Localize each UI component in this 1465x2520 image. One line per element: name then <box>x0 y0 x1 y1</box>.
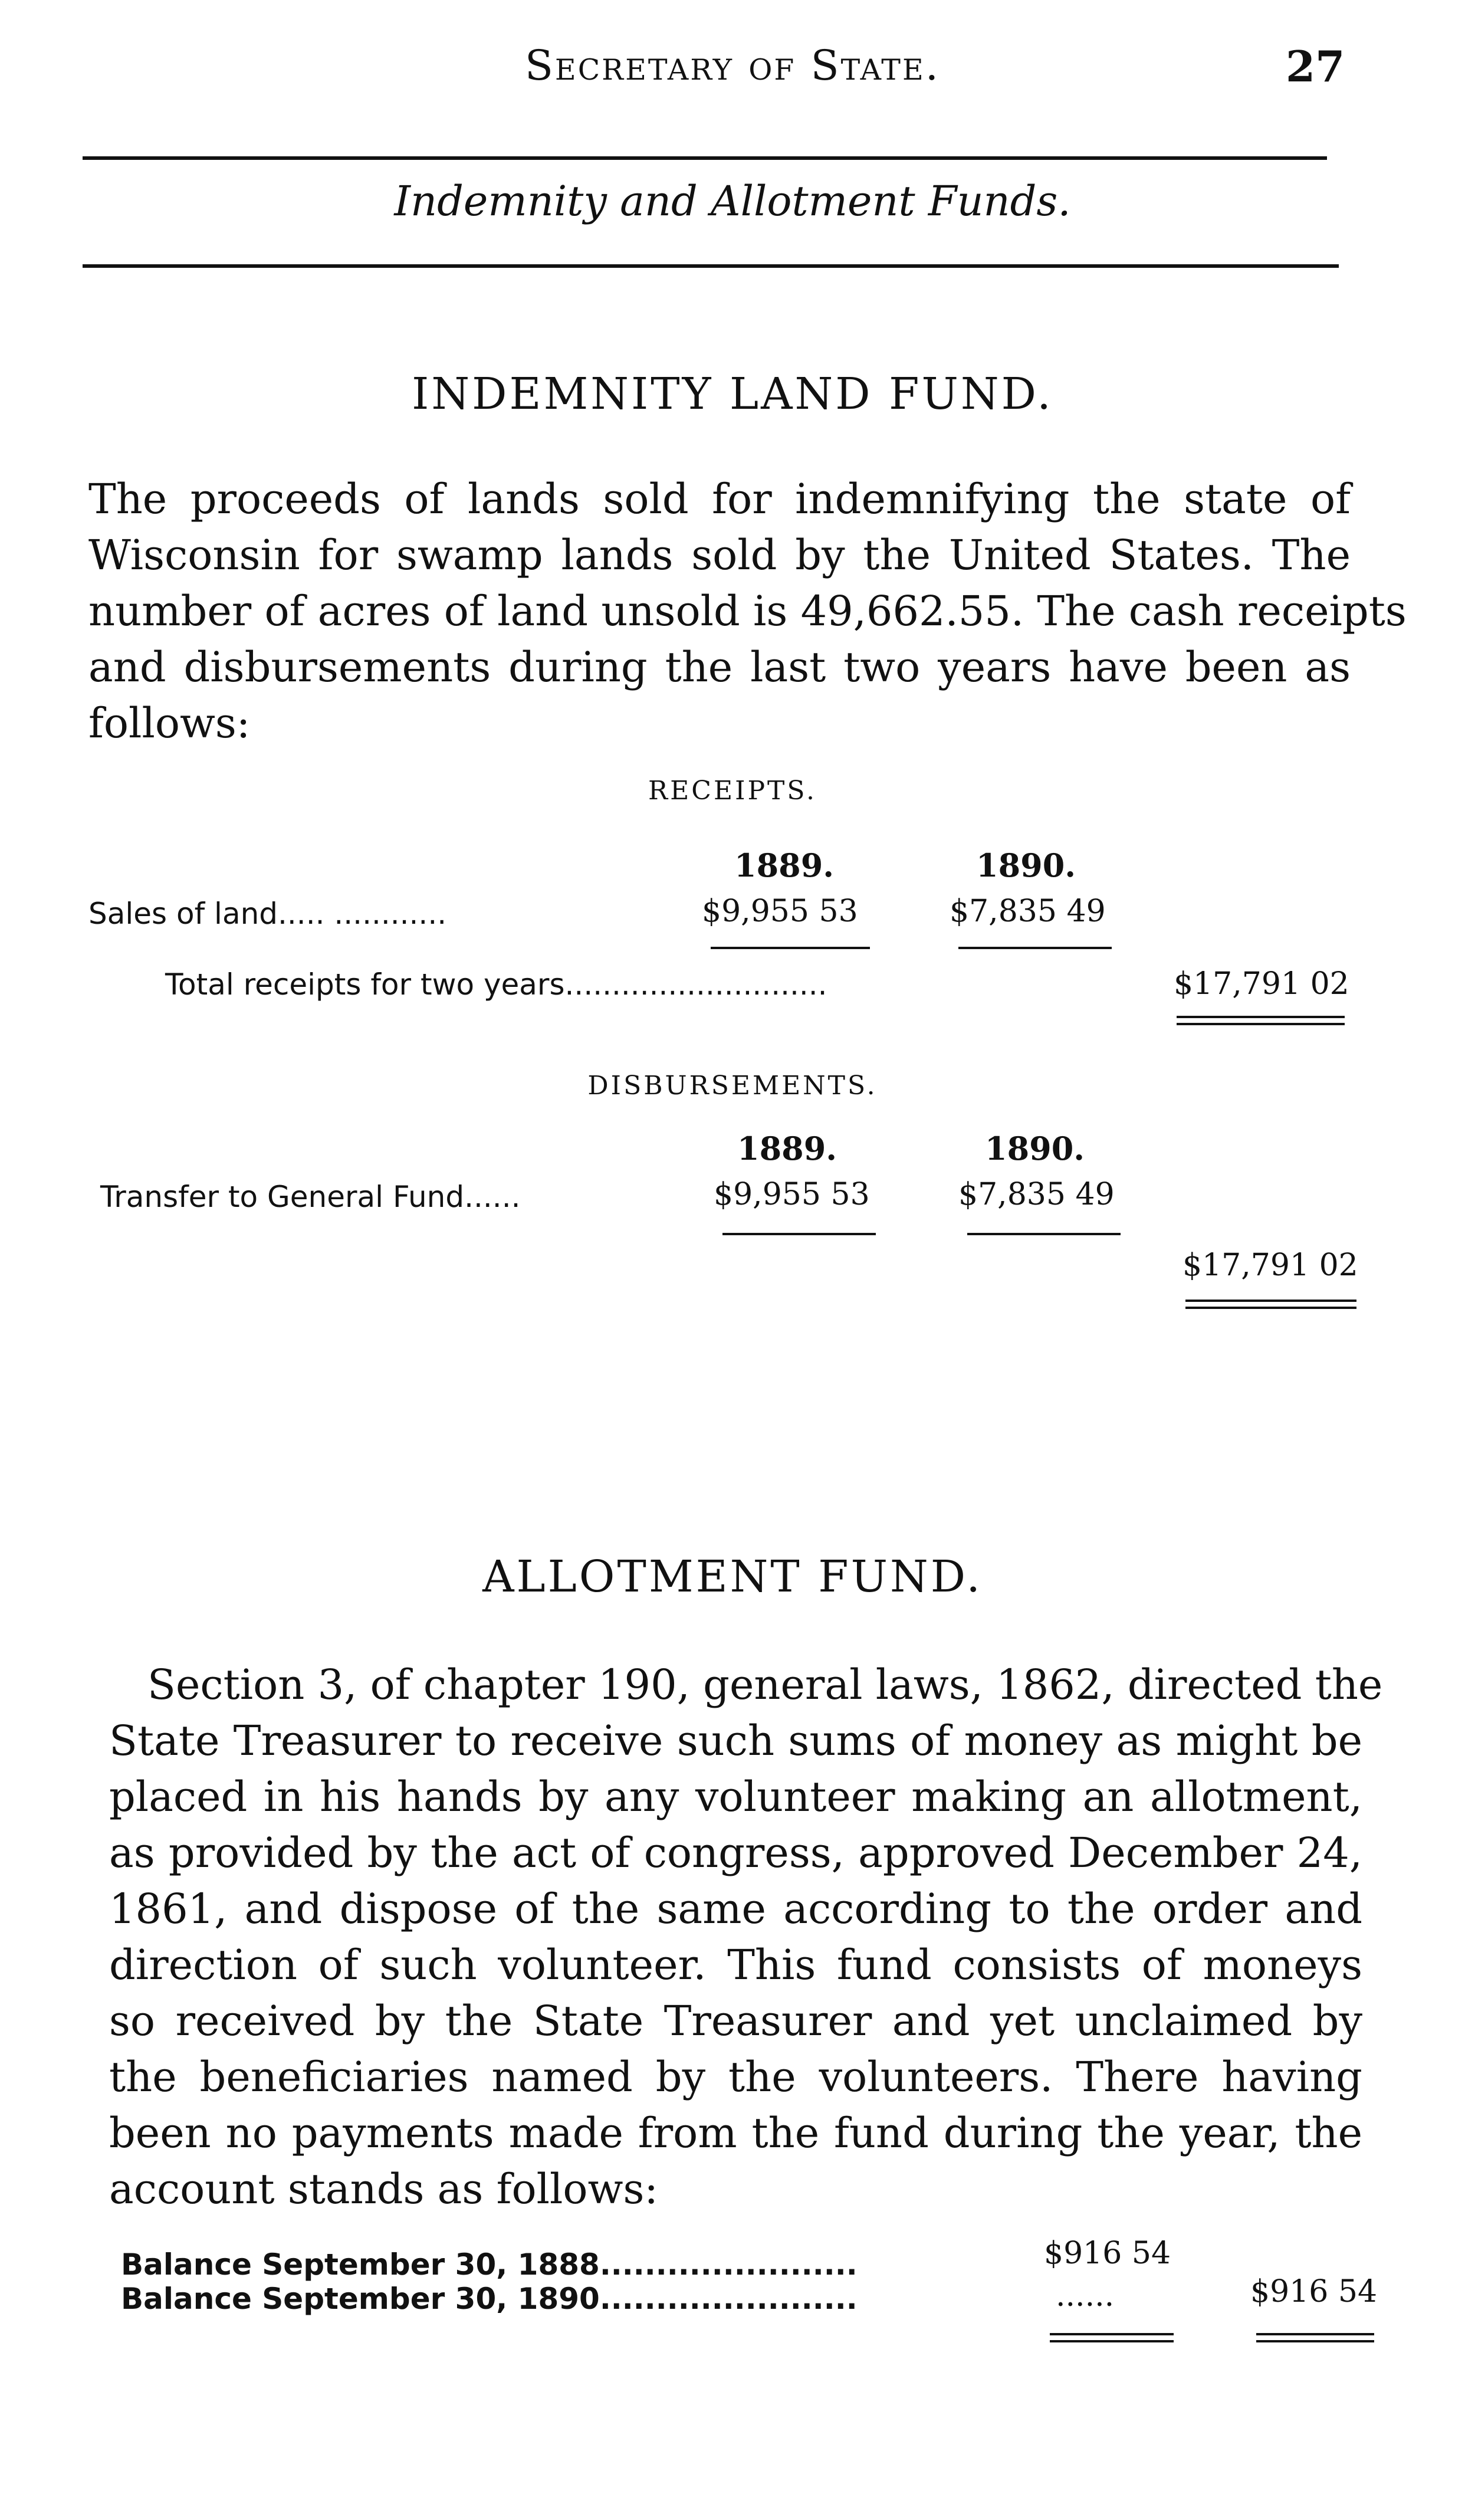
receipts-total-double-rule <box>1177 1016 1345 1025</box>
paragraph-line: and disbursements during the last two years have been as <box>88 643 1351 691</box>
paragraph-line: Section 3, of chapter 190, general laws, 1862, directed the <box>147 1661 1383 1709</box>
disbursements-underline-1890 <box>967 1233 1121 1235</box>
allotment-total-double-rule <box>1256 2333 1374 2342</box>
paragraph-line: State Treasurer to receive such sums of money as might be <box>109 1717 1362 1765</box>
paragraph-line: been no payments made from the fund during the year, the <box>109 2109 1362 2157</box>
paragraph-line: Wisconsin for swamp lands sold by the United States. The <box>88 531 1351 579</box>
header-rule-bottom <box>83 264 1339 268</box>
receipts-underline-1890 <box>958 947 1112 949</box>
page-number: 27 <box>1286 41 1345 91</box>
paragraph-line: 1861, and dispose of the same according to the order and <box>109 1885 1362 1933</box>
disbursements-total-value: $17,791 02 <box>1182 1248 1358 1283</box>
indemnity-title: INDEMNITY LAND FUND. <box>412 369 1053 419</box>
paragraph-line: follows: <box>88 699 251 747</box>
allotment-subtotal-double-rule <box>1050 2333 1174 2342</box>
disbursements-value-1889: $9,955 53 <box>714 1177 870 1212</box>
receipts-year-1890: 1890. <box>976 846 1076 884</box>
receipts-row-label: Sales of land..... ............ <box>88 897 447 931</box>
disbursements-underline-1889 <box>722 1233 876 1235</box>
running-title: Secretary of State. <box>524 41 941 90</box>
receipts-value-1890: $7,835 49 <box>950 894 1106 929</box>
receipts-underline-1889 <box>711 947 870 949</box>
paragraph-line: as provided by the act of congress, approved December 24, <box>109 1829 1362 1877</box>
disbursements-total-double-rule <box>1185 1300 1356 1309</box>
disbursements-heading: DISBURSEMENTS. <box>587 1071 878 1101</box>
paragraph-line: The proceeds of lands sold for indemnifying the state of <box>88 475 1351 523</box>
paragraph-line: so received by the State Treasurer and yet unclaimed by <box>109 1997 1362 2045</box>
receipts-total-label: Total receipts for two years............................ <box>165 967 827 1002</box>
receipts-total-value: $17,791 02 <box>1174 966 1349 1002</box>
receipts-heading: RECEIPTS. <box>648 776 817 806</box>
paragraph-line: placed in his hands by any volunteer making an allotment, <box>109 1773 1362 1821</box>
allotment-title: ALLOTMENT FUND. <box>482 1551 983 1602</box>
allotment-row-label: Balance September 30, 1888....................... <box>121 2247 858 2282</box>
paragraph-line: account stands as follows: <box>109 2165 658 2213</box>
allotment-row-label: Balance September 30, 1890....................... <box>121 2282 858 2316</box>
disbursements-row-label: Transfer to General Fund...... <box>100 1180 521 1214</box>
header-rule-top <box>83 156 1327 160</box>
paragraph-line: number of acres of land unsold is 49,662.55. The cash receipts <box>88 587 1407 635</box>
allotment-row-value: ...... <box>1056 2278 1115 2314</box>
section-heading: Indemnity and Allotment Funds. <box>394 177 1071 225</box>
disbursements-year-1890: 1890. <box>985 1130 1085 1167</box>
receipts-year-1889: 1889. <box>734 846 835 884</box>
disbursements-year-1889: 1889. <box>737 1130 837 1167</box>
paragraph-line: direction of such volunteer. This fund consists of moneys <box>109 1941 1362 1989</box>
disbursements-value-1890: $7,835 49 <box>958 1177 1115 1212</box>
paragraph-line: the beneficiaries named by the volunteers. There having <box>109 2053 1362 2101</box>
receipts-value-1889: $9,955 53 <box>702 894 858 929</box>
allotment-total-value: $916 54 <box>1250 2274 1378 2309</box>
allotment-row-value: $916 54 <box>1044 2236 1171 2271</box>
